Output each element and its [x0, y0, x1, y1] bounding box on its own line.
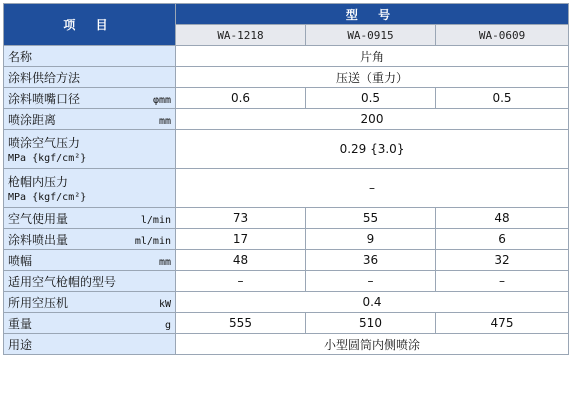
- row-label: 涂料供给方法: [4, 67, 176, 88]
- row-value: 555: [176, 313, 306, 334]
- row-label-cell: [4, 292, 176, 313]
- row-label-cell: [4, 169, 176, 208]
- row-value: 17: [176, 229, 306, 250]
- row-label: 喷幅: [8, 253, 33, 268]
- row-label: 喷涂空气压力: [8, 136, 81, 150]
- row-unit: mm: [158, 115, 171, 127]
- row-value: 6: [436, 229, 569, 250]
- row-unit: φmm: [152, 94, 171, 106]
- row-label-cell: [4, 229, 176, 250]
- row-label: 重量: [8, 316, 33, 331]
- row-value: 73: [176, 208, 306, 229]
- row-nozzle: [4, 88, 569, 109]
- row-value: 0.5: [306, 88, 436, 109]
- spec-table-wrapper: [3, 3, 568, 355]
- row-air-pressure: [4, 130, 569, 169]
- item-header: 项 目: [4, 4, 176, 46]
- row-unit: MPa {kgf/cm²}: [8, 153, 87, 164]
- row-unit: l/min: [140, 214, 171, 226]
- row-label-cell: [4, 208, 176, 229]
- row-value: 32: [436, 250, 569, 271]
- row-label: 适用空气枪帽的型号: [4, 271, 176, 292]
- row-value: 小型圆筒内侧喷涂: [176, 334, 569, 355]
- row-unit: ml/min: [134, 235, 171, 247]
- row-value: 55: [306, 208, 436, 229]
- row-unit: MPa {kgf/cm²}: [8, 192, 87, 203]
- row-output: [4, 229, 569, 250]
- row-label-cell: [4, 130, 176, 169]
- row-label: 涂料喷嘴口径: [8, 91, 81, 106]
- row-label-cell: [4, 313, 176, 334]
- row-air-use: [4, 208, 569, 229]
- row-value: 510: [306, 313, 436, 334]
- row-label-cell: [4, 88, 176, 109]
- row-value: 48: [436, 208, 569, 229]
- row-distance: [4, 109, 569, 130]
- row-unit: kW: [158, 298, 171, 310]
- row-label-cell: [4, 250, 176, 271]
- spec-table: [3, 3, 569, 355]
- row-value: 0.5: [436, 88, 569, 109]
- row-name: [4, 46, 569, 67]
- row-label-cell: [4, 109, 176, 130]
- row-label: 所用空压机: [8, 295, 69, 310]
- row-supply: [4, 67, 569, 88]
- row-value: 0.6: [176, 88, 306, 109]
- row-value: 200: [176, 109, 569, 130]
- row-label: 喷涂距离: [8, 112, 57, 127]
- row-cap-model: [4, 271, 569, 292]
- row-value: 36: [306, 250, 436, 271]
- row-value: 9: [306, 229, 436, 250]
- row-label: 用途: [4, 334, 176, 355]
- row-label: 名称: [4, 46, 176, 67]
- row-value: –: [306, 271, 436, 292]
- row-value: –: [176, 169, 569, 208]
- row-value: 475: [436, 313, 569, 334]
- row-width: [4, 250, 569, 271]
- row-compressor: [4, 292, 569, 313]
- row-value: –: [436, 271, 569, 292]
- row-label: 枪帽内压力: [8, 175, 69, 189]
- row-usage: [4, 334, 569, 355]
- row-label: 空气使用量: [8, 211, 69, 226]
- model-group-header: 型 号: [176, 4, 569, 25]
- model-header-2: WA-0915: [306, 25, 436, 46]
- row-cap-pressure: [4, 169, 569, 208]
- row-unit: mm: [158, 256, 171, 268]
- row-value: 48: [176, 250, 306, 271]
- row-label: 涂料喷出量: [8, 232, 69, 247]
- row-value: 压送（重力）: [176, 67, 569, 88]
- row-value: 0.4: [176, 292, 569, 313]
- model-header-1: WA-1218: [176, 25, 306, 46]
- row-value: –: [176, 271, 306, 292]
- row-value: 片角: [176, 46, 569, 67]
- row-unit: g: [164, 319, 171, 331]
- model-header-3: WA-0609: [436, 25, 569, 46]
- row-weight: [4, 313, 569, 334]
- row-value: 0.29 {3.0}: [176, 130, 569, 169]
- header-row-1: [4, 4, 569, 25]
